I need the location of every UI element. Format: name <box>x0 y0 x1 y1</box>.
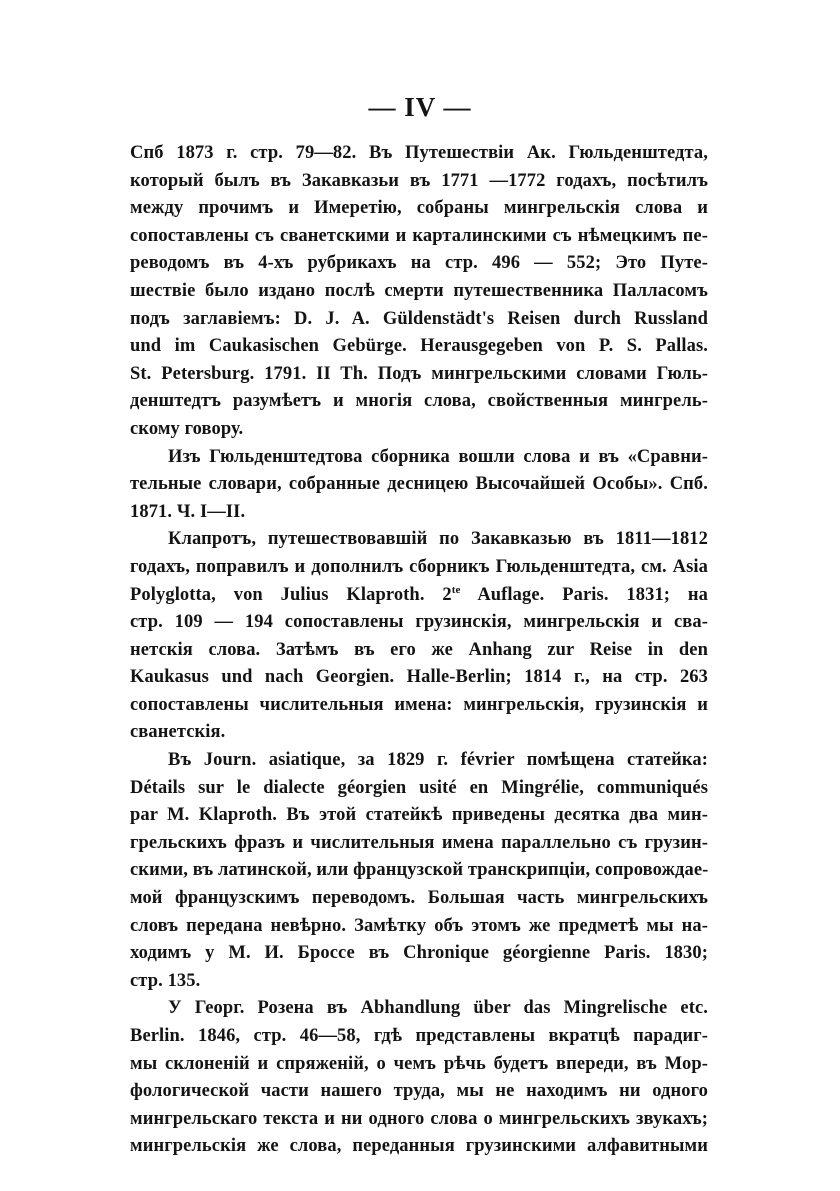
text-line: мой французскимъ переводомъ. Большая часть мингрельскихъ <box>130 888 708 909</box>
text-line: Клапротъ, путешествовавшій по Закавказью въ 1811—1812 <box>168 529 708 550</box>
text-segment: Polyglotta, von Julius Klaproth. 2 <box>130 584 452 605</box>
text-line: Kaukasus und nach Georgien. Halle-Berlin; 1814 г., на стр. 263 <box>130 667 708 688</box>
text-line: мы склоненій и спряженій, о чемъ рѣчь будетъ впереди, въ Мор- <box>130 1053 708 1074</box>
text-line: У Георг. Розена въ Abhandlung über das Mingrelische etc. <box>168 998 708 1019</box>
body-text <box>130 140 708 1161</box>
text-line: par M. Klaproth. Въ этой статейкѣ приведены десятка два мин- <box>130 805 708 826</box>
text-line: между прочимъ и Имеретію, собраны мингрельскія слова и <box>130 198 708 219</box>
text-line: сопоставлены съ сванетскими и карталинскими съ нѣмецкимъ пе- <box>130 225 708 246</box>
text-line: скими, въ латинской, или французской транскрипціи, сопровождае- <box>130 860 709 881</box>
text-line: und im Caukasischen Gebürge. Herausgegeben von P. S. Pallas. <box>130 336 708 357</box>
text-line: тельные словари, собранные десницею Высочайшей Особы». Спб. <box>130 474 708 495</box>
text-line: который былъ въ Закавказьи въ 1771 —1772 годахъ, посѣтилъ <box>130 170 708 191</box>
text-line: Détails sur le dialecte géorgien usité en Mingrélie, communiqués <box>130 777 708 798</box>
text-line: 1871. Ч. I—II. <box>130 501 246 522</box>
text-line: подъ заглавіемъ: D. J. A. Güldenstädt's Reisen durch Russland <box>130 308 708 329</box>
text-line: годахъ, поправилъ и дополнилъ сборникъ Гюльденштедта, см. Asia <box>130 556 708 577</box>
superscript: te <box>451 583 461 596</box>
text-line: стр. 109 — 194 сопоставлены грузинскія, мингрельскія и сва- <box>130 612 708 633</box>
text-line: фологической части нашего труда, мы не находимъ ни одного <box>130 1081 708 1102</box>
text-line: Изъ Гюльденштедтова сборника вошли слова и въ «Сравни- <box>168 446 708 467</box>
text-line: сванетскія. <box>130 722 226 743</box>
text-line: грельскихъ фразъ и числительныя имена параллельно съ грузин- <box>130 832 708 853</box>
text-line: сопоставлены числительныя имена: мингрельскія, грузинскія и <box>130 694 708 715</box>
text-line: St. Petersburg. 1791. II Th. Подъ мингрельскими словами Гюль- <box>130 363 708 384</box>
text-line: скому говору. <box>130 418 244 439</box>
text-line: реводомъ въ 4-хъ рубрикахъ на стр. 496 — 552; Это Путе- <box>130 253 708 274</box>
text-line: Въ Journ. asiatique, за 1829 г. février помѣщена статейка: <box>168 750 708 771</box>
text-line: Berlin. 1846, стр. 46—58, гдѣ представлены вкратцѣ парадиг- <box>130 1026 708 1046</box>
text-line: мингрельскія же слова, переданныя грузинскими алфавитными <box>130 1136 708 1157</box>
page-number: — IV — <box>368 92 472 122</box>
text-line: стр. 135. <box>130 970 201 991</box>
text-segment: Auflage. Paris. 1831; на <box>460 584 709 605</box>
text-line: шествіе было издано послѣ смерти путешественника Палласомъ <box>130 280 708 301</box>
text-line: денштедтъ разумѣетъ и многія слова, свойственныя мингрель- <box>130 391 708 412</box>
text-line: Спб 1873 г. стр. 79—82. Въ Путешествіи Ак. Гюльденштедта, <box>130 143 708 163</box>
text-line: ходимъ у М. И. Броссе въ Chronique géorgienne Paris. 1830; <box>130 943 708 964</box>
text-line: словъ передана невѣрно. Замѣтку объ этомъ же предметѣ мы на- <box>130 915 708 936</box>
text-line: нетскія слова. Затѣмъ въ его же Anhang zur Reise in den <box>130 639 708 660</box>
text-line-with-superscript <box>130 582 708 610</box>
text-line: мингрельскаго текста и ни одного слова о мингрельскихъ звукахъ; <box>130 1108 708 1129</box>
